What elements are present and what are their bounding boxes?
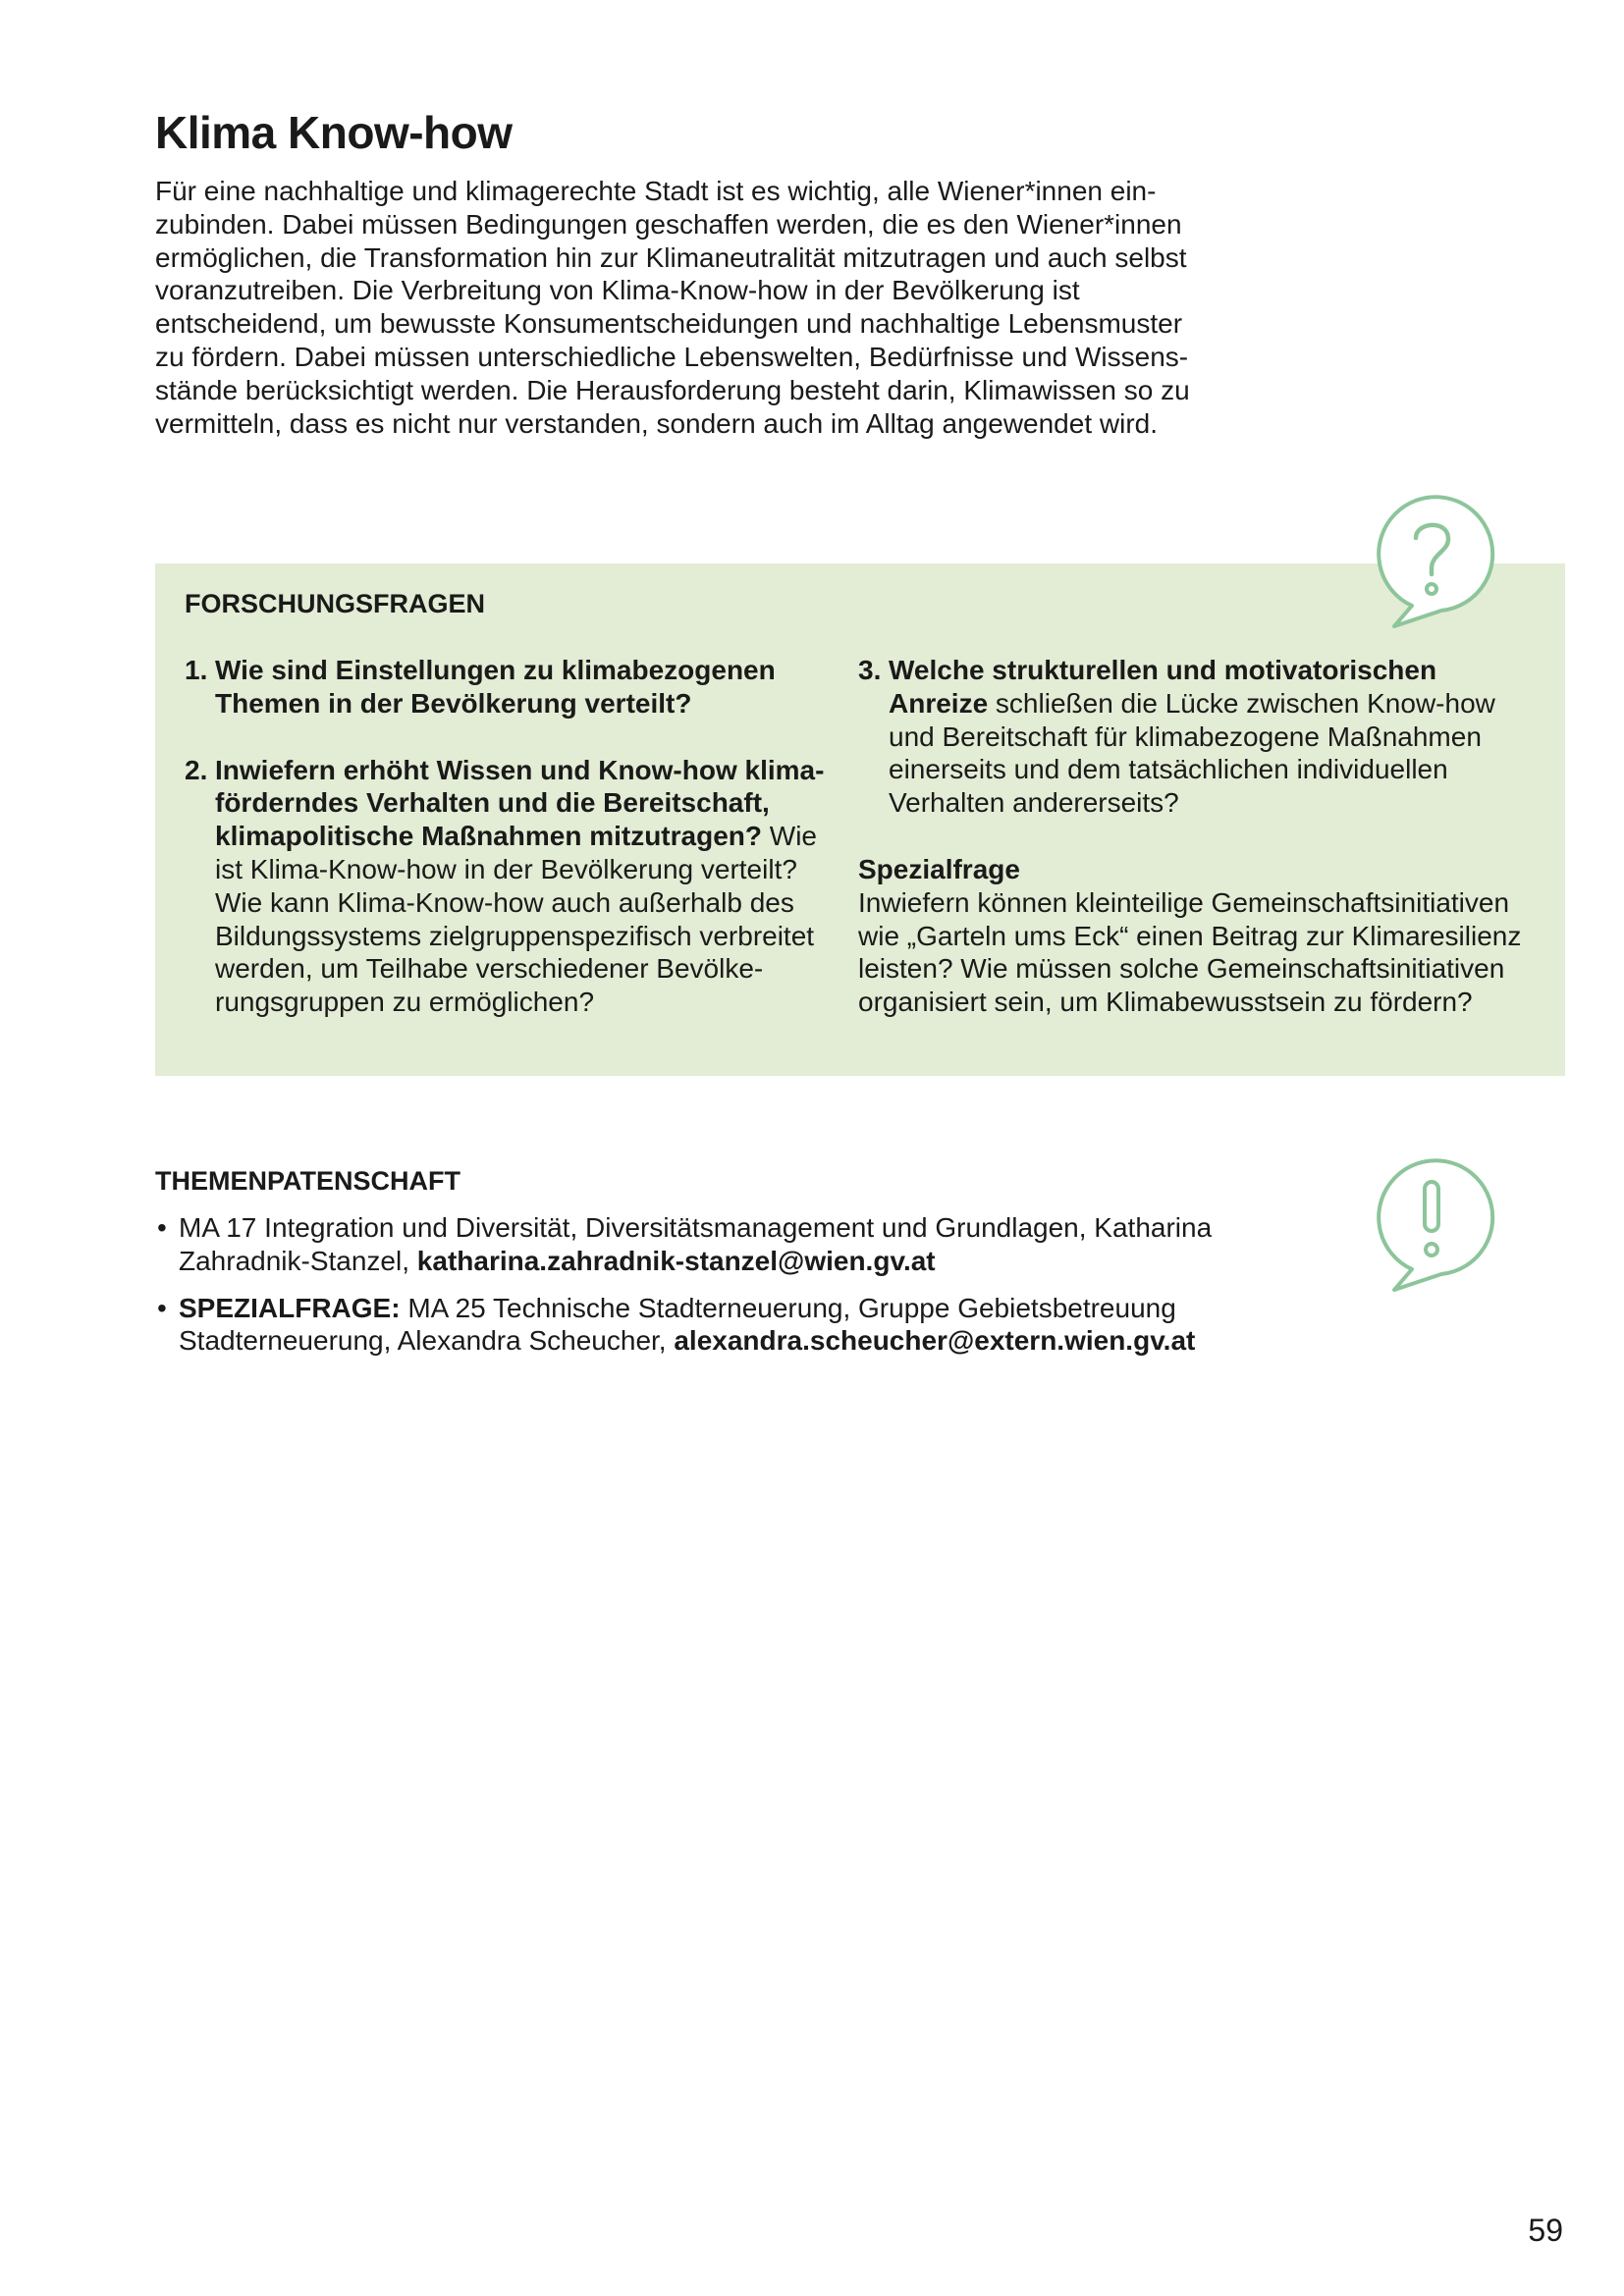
research-question-2 xyxy=(185,754,833,1019)
question-text-bold: Inwiefern erhöht Wissen und Know-how klimaförderndes Verhalten und die Bereitschaft, klimapolitische Maßnahmen mitzutragen? xyxy=(215,754,825,852)
patron-text: MA 25 Technische Stadterneuerung, Gruppe Gebietsbetreuung Stadterneuerung, Alexandra Scheucher, xyxy=(179,1292,1176,1357)
research-column-right xyxy=(858,654,1526,1019)
bullet: • xyxy=(157,1212,167,1243)
question-text: Wie sind Einstellungen zu klimabezogenen Themen in der Bevölkerung verteilt? xyxy=(215,655,776,719)
page-number: 59 xyxy=(1528,2213,1563,2248)
question-number: 3. xyxy=(858,655,882,685)
exclamation-bubble-icon xyxy=(1367,1158,1496,1294)
question-text-rest: Wie ist Klima-Know-how in der Bevölkerung verteilt? Wie kann Klima-Know-how auch außerhalb des Bildungssystems zielgruppenspezifisch verbreitet werden, um Teilhabe verschiedener Bevölkerungsgruppen zu ermöglichen? xyxy=(215,821,817,1018)
patronage-list xyxy=(155,1211,1235,1358)
question-text-rest: schließen die Lücke zwischen Know-how und Bereitschaft für klimabezogene Maßnahmen einerseits und dem tatsächlichen individuellen Verhalten andererseits? xyxy=(889,687,1495,819)
question-number: 2. xyxy=(185,754,208,785)
special-question xyxy=(858,853,1526,1019)
research-question-1 xyxy=(185,654,833,721)
list-item xyxy=(155,1292,1235,1359)
research-column-left xyxy=(185,654,833,1019)
question-text-bold: Welche strukturellen und motivatorischen Anreize xyxy=(889,655,1437,719)
question-number: 1. xyxy=(185,655,208,685)
patron-text: MA 17 Integration und Diversität, Diversitätsmanagement und Grundlagen, Katharina Zahradnik-Stanzel, xyxy=(179,1212,1213,1276)
special-question-heading: Spezialfrage xyxy=(858,853,1020,884)
patron-label: SPEZIALFRAGE: xyxy=(179,1292,401,1323)
patronage-heading: THEMENPATENSCHAFT xyxy=(155,1166,460,1196)
page-title: Klima Know-how xyxy=(155,107,513,158)
question-bubble-icon xyxy=(1367,495,1496,630)
list-item xyxy=(155,1211,1235,1278)
intro-paragraph: Für eine nachhaltige und klimagerechte Stadt ist es wichtig, alle Wiener*innen einzubinden. Dabei müssen Bedingungen geschaffen werden, die es den Wiener*innen ermöglichen, die Transformation hin zur Klimaneutralität mitzutragen und auch selbst voranzutreiben. Die Verbreitung von Klima-Know-how in der Bevölkerung ist entscheidend, um bewusste Konsumentscheidungen und nachhaltige Lebensmuster zu fördern. Dabei müssen unterschiedliche Lebenswelten, Bedürfnisse und Wissensstände berücksichtigt werden. Die Herausforderung besteht darin, Klimawissen so zu vermitteln, dass es nicht nur verstanden, sondern auch im Alltag angewendet wird. xyxy=(155,176,1190,439)
research-questions-box xyxy=(155,563,1565,1076)
research-heading: FORSCHUNGSFRAGEN xyxy=(185,589,486,618)
bullet: • xyxy=(157,1292,167,1323)
special-question-text: Inwiefern können kleinteilige Gemeinschaftsinitiativen wie „Garteln ums Eck“ einen Beitrag zur Klimaresilienz leisten? Wie müssen solche Gemeinschaftsinitiativen organisiert sein, um Klimabewusstsein zu fördern? xyxy=(858,886,1522,1018)
patron-email-link[interactable]: alexandra.scheucher@extern.wien.gv.at xyxy=(674,1325,1196,1357)
research-question-3 xyxy=(858,654,1526,820)
patron-email-link[interactable]: katharina.zahradnik-stanzel@wien.gv.at xyxy=(416,1245,936,1276)
